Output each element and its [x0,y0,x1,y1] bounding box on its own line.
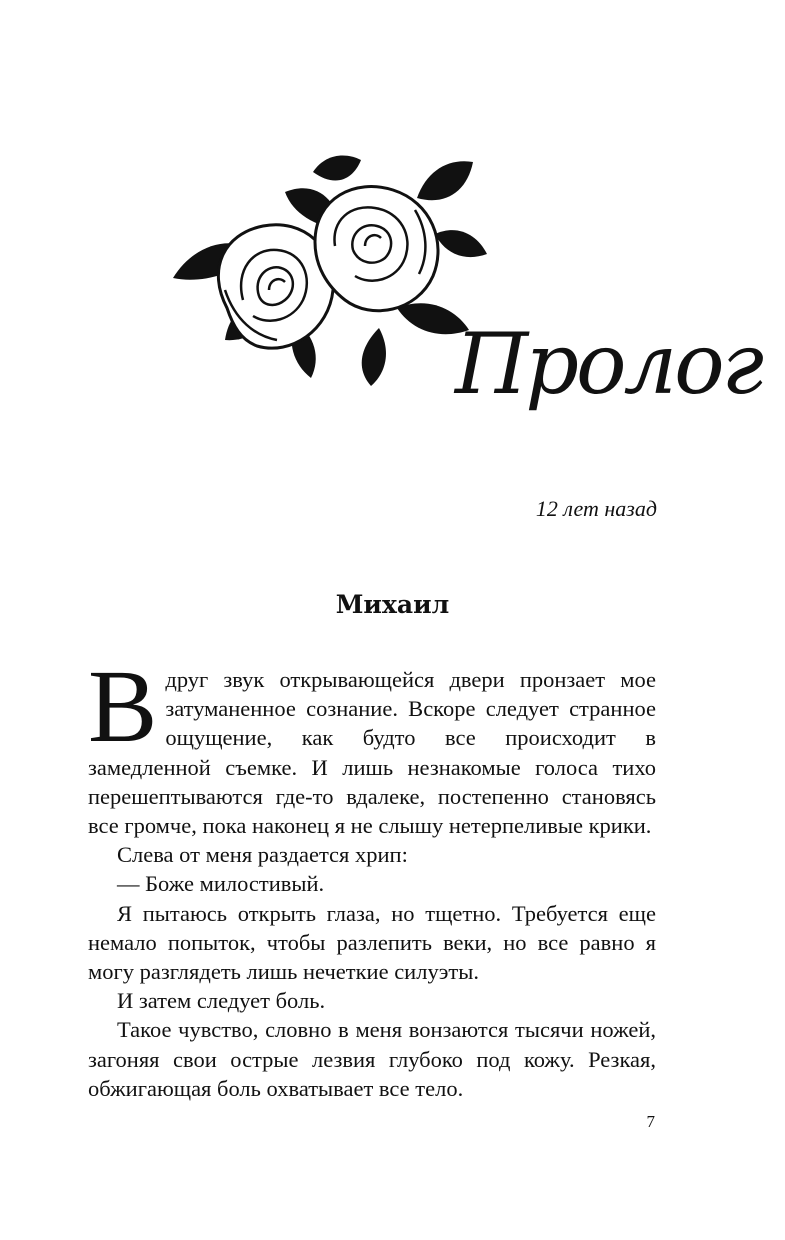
chapter-title: Пролог [455,315,762,413]
first-paragraph [88,649,656,840]
pov-heading: Михаил [335,590,450,619]
page-number: 7 [646,1112,655,1131]
paragraph: И затем следует боль. [117,988,326,1014]
paragraph: Такое чувство, словно в меня вонзаются тысячи ножей, загоняя свои острые лезвия глубоко под кожу. Резкая, обжигающая боль охватывает все тело. [88,1017,656,1101]
paragraph: Я пытаюсь открыть глаза, но тщетно. Требуется еще немало попыток, чтобы разлепить веки, но все равно я могу разглядеть лишь нечеткие силуэты. [88,900,656,985]
roses-ornament-icon [165,150,495,390]
drop-cap: В [88,649,158,764]
paragraph: — Боже милостивый. [117,871,325,897]
paragraph: Слева от меня раздается хрип: [117,842,408,868]
timeline-caption: 12 лет назад [535,496,657,521]
first-paragraph-text: друг звук открывающейся двери пронзает мое затуманенное сознание. Вскоре следует странное ощущение, как будто все происходит в замедленной съемке. И лишь незнакомые голоса тихо перешептываются где-то вдалеке, постепенно становясь все громче, пока наконец я не слышу нетерпеливые крики. [88,667,656,839]
body-text [88,649,656,1103]
